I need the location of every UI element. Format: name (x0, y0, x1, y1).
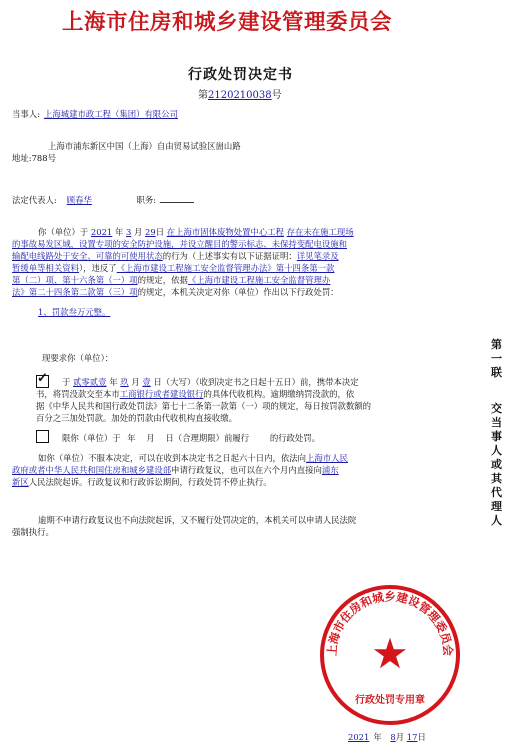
option1-line2: 书，将罚没款交至本市工商银行或者建设银行的具体代收机构。逾期缴纳罚没款的，依 (36, 389, 355, 399)
copy-label: 第一联 (491, 338, 502, 379)
facts-line3: 输配电线路处于安全、可靠的可使用状态的行为（上述事实有以下证据证明：详见笔录及 (12, 251, 339, 261)
option1-line3: 据《中华人民共和国行政处罚法》第七十二条第一款第（一）项的规定，每日按罚款数额的 (36, 401, 371, 411)
remedy-line1: 如你（单位）不服本决定，可以在收到本决定书之日起六十日内，依法向上海市人民 (38, 453, 348, 463)
committee-title: 上海市住房和城乡建设管理委员会 (62, 10, 393, 35)
option1-line1: 于 贰零贰壹 年 玖 月 壹 日（大写）（收到决定书之日起十五日）前，携带本决定 (62, 377, 359, 387)
facts-line1: 你（单位）于 2021 年 3 月 29日 在上海市固体废物处置中心工程 存在未在施工现场 (38, 227, 354, 237)
option2-checkbox[interactable] (36, 430, 49, 443)
facts-line6: 法》第二十四条第二款第（三）项的规定，本机关决定对你（单位）作出以下行政处罚： (12, 287, 339, 297)
penalty-item: 1、罚款叁万元整。 (38, 307, 111, 317)
address-line2: 地址:788号 (12, 153, 56, 163)
requirements-intro: 现要求你（单位）： (42, 353, 114, 363)
issue-date: 2021 年 8月 17日 (348, 732, 426, 742)
official-seal-icon (318, 583, 462, 727)
checkmark-icon: ✓ (37, 371, 48, 386)
option1-checkbox[interactable] (36, 371, 49, 388)
remedy-line2: 政府或者中华人民共和国住房和城乡建设部申请行政复议，也可以在六个月内直接向浦东 (12, 465, 339, 475)
enforce-line2: 强制执行。 (12, 527, 54, 537)
copy-note: 交当事人或其代理人 (491, 402, 502, 527)
facts-line2: 的事故易发区域，设置专项的安全防护设施，并设立醒目的警示标志、未保持变配电设施和 (12, 239, 347, 249)
facts-line4: 暂缓单等相关资料），违反了《上海市建设工程施工安全监督管理办法》第十四条第一款 (12, 263, 335, 273)
seal-star-icon: ★ (371, 629, 409, 678)
remedy-line3: 新区人民法院起诉。行政复议和行政诉讼期间，行政处罚不停止执行。 (12, 477, 272, 487)
document-number: 第2120210038号 (198, 90, 282, 101)
option1-line4: 百分之三加处罚款。加处的罚款由代收机构直接收缴。 (36, 413, 237, 423)
option2-line: 限你（单位）于 年 月 日（合理期限）前履行 的行政处罚。 (62, 433, 321, 443)
seal-ring-text: 上海市住房和城乡建设管理委员会 (324, 589, 456, 657)
party-row: 当事人: 上海城建市政工程（集团）有限公司 (12, 109, 178, 119)
document-title: 行政处罚决定书 (188, 67, 293, 83)
seal-bottom-text: 行政处罚专用章 (355, 695, 425, 706)
address-line1: 上海市浦东新区中国（上海）自由贸易试验区崮山路 (48, 141, 241, 151)
facts-line5: 第（二）项、第十六条第（一）项的规定，依据《上海市建设工程施工安全监督管理办 (12, 275, 331, 285)
party-name: 上海城建市政工程（集团）有限公司 (43, 109, 178, 119)
representative-name: 顾春华 (66, 195, 92, 205)
enforce-line1: 逾期不申请行政复议也不向法院起诉，又不履行处罚决定的，本机关可以申请人民法院 (38, 515, 357, 525)
representative-row: 法定代表人: 顾春华 职务: (12, 194, 194, 206)
